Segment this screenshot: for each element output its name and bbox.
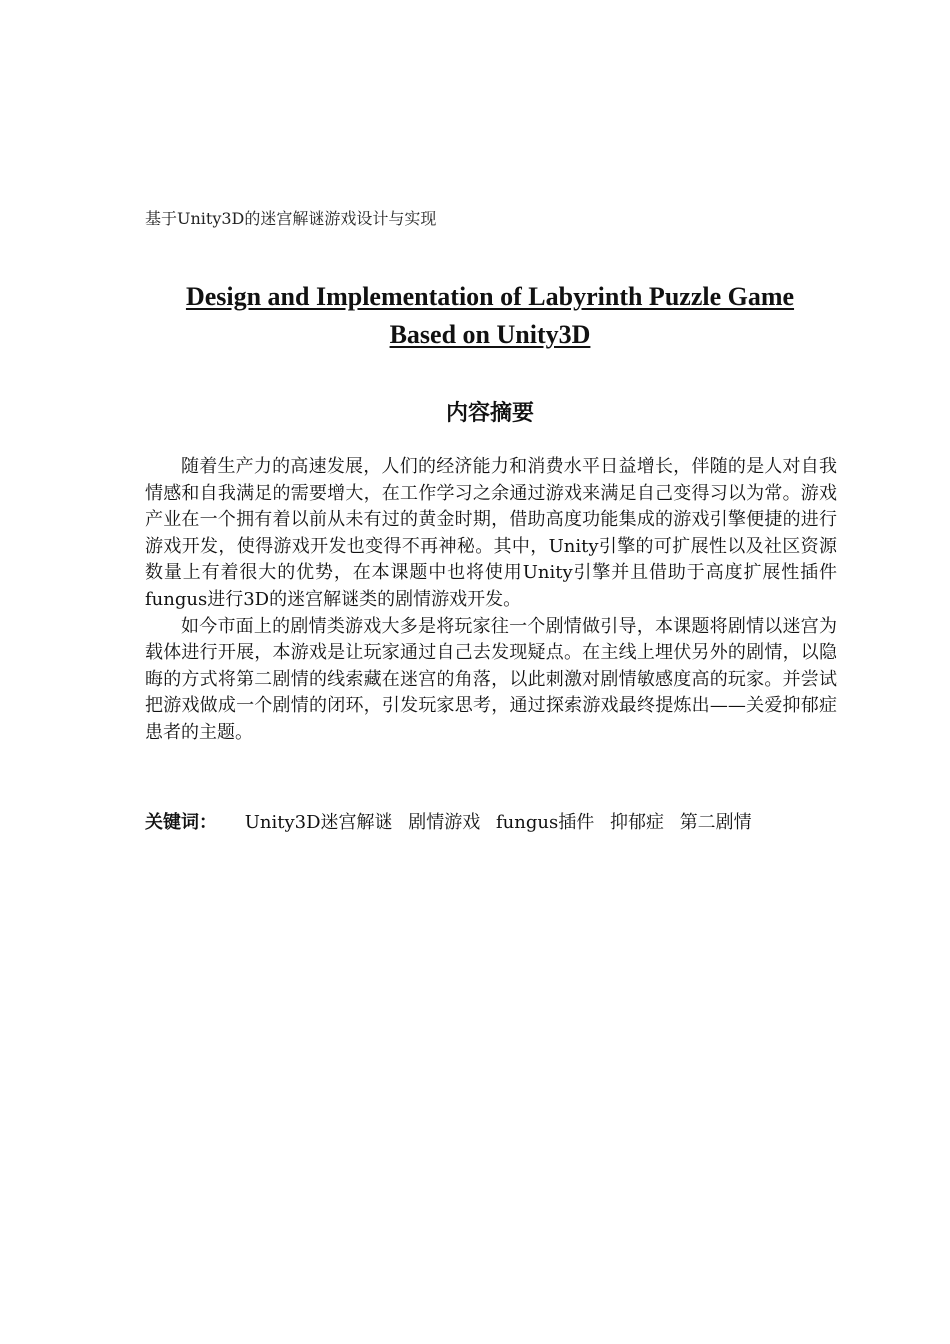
keywords-label: 关键词： [145,812,217,833]
english-title-line-1: Design and Implementation of Labyrinth Puzzle Game [185,282,795,311]
abstract-paragraph-1: 随着生产力的高速发展，人们的经济能力和消费水平日益增长，伴随的是人对自我情感和自我满足的需要增大，在工作学习之余通过游戏来满足自己变得习以为常。游戏产业在一个拥有着以前从未有过的黄金时期，借助高度功能集成的游戏引擎便捷的进行游戏开发，使得游戏开发也变得不再神秘。其中，Unity引擎的可扩展性以及社区资源数量上有着很大的优势，在本课题中也将使用Unity引擎并且借助于高度扩展性插件fungus进行3D的迷宫解谜类的剧情游戏开发。 [145,456,837,610]
english-title-line-2: Based on Unity3D [389,320,591,349]
keyword-item: 抑郁症 [609,812,664,833]
keyword-item: 剧情游戏 [408,812,481,833]
abstract-body [145,454,837,747]
keywords-list [245,812,762,833]
keyword-item: Unity3D迷宫解谜 [244,812,393,833]
keyword-item: 第二剧情 [679,812,752,833]
abstract-paragraph-2: 如今市面上的剧情类游戏大多是将玩家往一个剧情做引导，本课题将剧情以迷宫为载体进行开展，本游戏是让玩家通过自己去发现疑点。在主线上埋伏另外的剧情，以隐晦的方式将第二剧情的线索藏在迷宫的角落，以此刺激对剧情敏感度高的玩家。并尝试把游戏做成一个剧情的闭环，引发玩家思考，通过探索游戏最终提炼出——关爱抑郁症患者的主题。 [145,615,837,743]
keyword-item: fungus插件 [496,812,595,833]
abstract-heading: 内容摘要 [445,401,534,426]
keywords-line [145,810,837,836]
english-title [145,278,835,354]
running-header: 基于Unity3D的迷宫解谜游戏设计与实现 [145,209,437,228]
